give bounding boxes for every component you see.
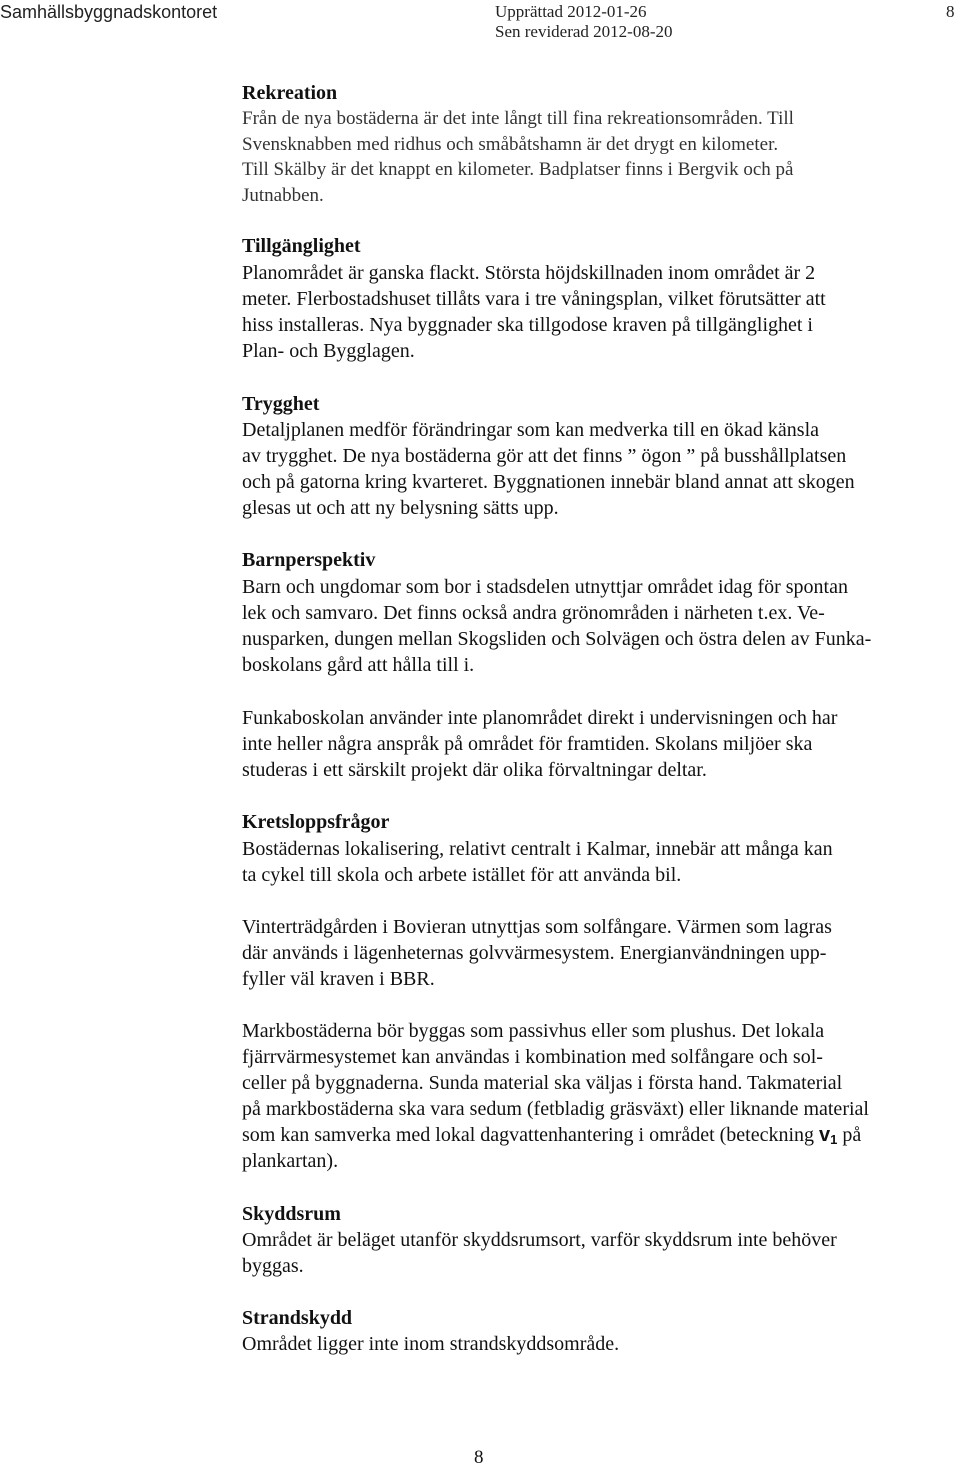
paragraph-line: Plan- och Bygglagen. xyxy=(242,340,415,362)
paragraph-line-with-symbol xyxy=(242,1124,861,1147)
footer-page-number: 8 xyxy=(474,1447,484,1468)
paragraph-text: på xyxy=(842,1124,862,1146)
paragraph-line: fyller väl kraven i BBR. xyxy=(242,968,435,990)
paragraph-line: ta cykel till skola och arbete istället för att använda bil. xyxy=(242,864,682,886)
paragraph-line: studeras i ett särskilt projekt där olika förvaltningar deltar. xyxy=(242,759,707,781)
section-heading-skyddsrum: Skyddsrum xyxy=(242,1203,341,1225)
office-name: Samhällsbyggnadskontoret xyxy=(0,2,218,22)
paragraph-line: hiss installeras. Nya byggnader ska tillgodose kraven på tillgänglighet i xyxy=(242,314,813,336)
paragraph-line: Detaljplanen medför förändringar som kan medverka till en ökad känsla xyxy=(242,419,820,441)
paragraph-line: Bostädernas lokalisering, relativt centralt i Kalmar, innebär att många kan xyxy=(242,838,833,860)
plan-symbol-v1 xyxy=(819,1124,837,1146)
plan-symbol-subscript: 1 xyxy=(830,1132,838,1147)
paragraph-line: där används i lägenheternas golvvärmesystem. Energianvändningen upp- xyxy=(242,942,827,964)
section-heading-tillganglighet: Tillgänglighet xyxy=(242,235,361,257)
paragraph-text: som kan samverka med lokal dagvattenhantering i området (beteckning xyxy=(242,1124,815,1146)
paragraph-line: av trygghet. De nya bostäderna gör att det finns ” ögon ” på busshållplatsen xyxy=(242,445,847,467)
revised-date: Sen reviderad 2012-08-20 xyxy=(495,22,673,41)
paragraph-line: fjärrvärmesystemet kan användas i kombination med solfångare och sol- xyxy=(242,1046,823,1068)
paragraph-line: plankartan). xyxy=(242,1150,339,1172)
paragraph-line: boskolans gård att hålla till i. xyxy=(242,654,475,676)
paragraph-line: meter. Flerbostadshuset tillåts vara i tre våningsplan, vilket förutsätter att xyxy=(242,288,826,310)
section-heading-barnperspektiv: Barnperspektiv xyxy=(242,549,376,571)
established-date: Upprättad 2012-01-26 xyxy=(495,2,647,21)
paragraph-line: lek och samvaro. Det finns också andra grönområden i närheten t.ex. Ve- xyxy=(242,602,825,624)
paragraph-line: nusparken, dungen mellan Skogsliden och Solvägen och östra delen av Funka- xyxy=(242,628,872,650)
paragraph-line: Svensknabben med ridhus och småbåtshamn är det drygt en kilometer. xyxy=(242,134,779,155)
paragraph-line: Funkaboskolan använder inte planområdet direkt i undervisningen och har xyxy=(242,707,838,729)
paragraph-line: glesas ut och att ny belysning sätts upp. xyxy=(242,497,559,519)
section-heading-trygghet: Trygghet xyxy=(242,393,320,415)
paragraph-line: celler på byggnaderna. Sunda material ska väljas i första hand. Takmaterial xyxy=(242,1072,843,1094)
header-page-number: 8 xyxy=(946,2,955,21)
paragraph-line: Markbostäderna bör byggas som passivhus eller som plushus. Det lokala xyxy=(242,1020,825,1042)
paragraph-line: Området är beläget utanför skyddsrumsort, varför skyddsrum inte behöver xyxy=(242,1229,837,1251)
plan-symbol-letter: v xyxy=(819,1124,831,1146)
paragraph-line: Vinterträdgården i Bovieran utnyttjas som solfångare. Värmen som lagras xyxy=(242,916,832,938)
section-heading-rekreation: Rekreation xyxy=(242,82,338,104)
section-heading-kretslopp: Kretsloppsfrågor xyxy=(242,811,390,833)
paragraph-line: inte heller några anspråk på området för framtiden. Skolans miljöer ska xyxy=(242,733,813,755)
paragraph-line: Barn och ungdomar som bor i stadsdelen utnyttjar området idag för spontan xyxy=(242,576,848,598)
section-heading-strandskydd: Strandskydd xyxy=(242,1307,353,1329)
paragraph-line: Jutnabben. xyxy=(242,185,324,206)
paragraph-line: och på gatorna kring kvarteret. Byggnationen innebär bland annat att skogen xyxy=(242,471,855,493)
paragraph-line: byggas. xyxy=(242,1255,304,1277)
paragraph-line: på markbostäderna ska vara sedum (fetbladig gräsväxt) eller liknande material xyxy=(242,1098,869,1120)
paragraph-line: Planområdet är ganska flackt. Största höjdskillnaden inom området är 2 xyxy=(242,262,816,284)
paragraph-line: Området ligger inte inom strandskyddsområde. xyxy=(242,1333,620,1355)
paragraph-line: Från de nya bostäderna är det inte långt till fina rekreationsområden. Till xyxy=(242,108,794,129)
paragraph-line: Till Skälby är det knappt en kilometer. Badplatser finns i Bergvik och på xyxy=(242,159,794,180)
